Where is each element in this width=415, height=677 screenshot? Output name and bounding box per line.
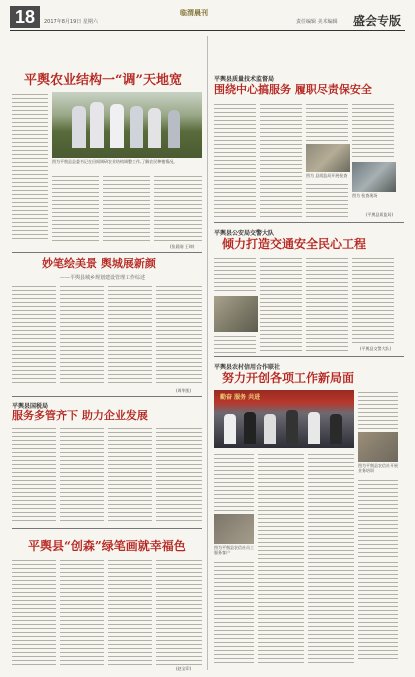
article-5-text-col-3 — [214, 452, 254, 512]
article-3-photo — [214, 296, 258, 332]
page-number: 18 — [10, 6, 40, 28]
article-6-text-col-4 — [156, 426, 202, 524]
article-1-text-col-2 — [52, 174, 99, 242]
editor-line: 责任编辑 美术编辑 — [296, 19, 338, 25]
article-5-side-photo-2 — [214, 514, 254, 544]
article-7-text-col-3 — [108, 558, 152, 666]
article-1-text-col-3 — [103, 174, 150, 242]
article-3-text-col-3 — [260, 256, 302, 354]
article-3-text-col-4 — [306, 256, 348, 354]
article-4-text-col-1 — [12, 284, 56, 386]
article-4-subtitle: ——平舆县城乡规划建设管理工作综述 — [60, 275, 146, 281]
center-column-rule — [207, 36, 208, 670]
article-5-text-col-4 — [214, 560, 254, 666]
article-3-text-col-5 — [352, 256, 394, 344]
article-3-text-col-2 — [214, 334, 256, 354]
article-5-text-col-2 — [358, 478, 398, 558]
article-5-text-col-1 — [358, 390, 398, 430]
article-4-text-col-3 — [108, 284, 152, 386]
article-2-kicker: 平舆县质量技术监督局 — [214, 76, 275, 83]
article-2-photo-caption-1: 图为 县质监局开展检查 — [306, 173, 348, 178]
divider-1 — [12, 252, 202, 253]
article-7-text-col-1 — [12, 558, 56, 666]
article-4-title: 妙笔绘美景 舆城展新颜 — [42, 257, 156, 270]
article-5-text-col-7 — [358, 560, 398, 660]
divider-4 — [214, 222, 404, 223]
header-rule — [10, 30, 405, 31]
article-6-title: 服务多管齐下 助力企业发展 — [12, 409, 148, 422]
article-3-kicker: 平舆县公安局交警大队 — [214, 230, 275, 237]
article-5-side-caption-1: 图为平舆县农信社开展业务培训 — [358, 463, 398, 473]
article-4-credit: (周华凯) — [176, 388, 192, 393]
article-5-text-col-6 — [308, 452, 354, 666]
article-2-text-col-2 — [260, 102, 302, 220]
article-3-text-col-1 — [214, 256, 256, 294]
banner-text: 勤奋 服务 共进 — [220, 394, 261, 401]
article-5-kicker: 平舆县农村信用合作联社 — [214, 364, 281, 371]
article-6-kicker: 平舆县国税局 — [12, 403, 49, 410]
article-5-side-photo-1 — [358, 432, 398, 462]
article-2-text-col-4 — [306, 182, 348, 220]
article-2-credit: (平舆县质监局) — [366, 212, 394, 217]
article-6-text-col-3 — [108, 426, 152, 524]
article-4-text-col-4 — [156, 284, 202, 386]
article-2-text-col-1 — [214, 102, 256, 220]
divider-2 — [12, 396, 202, 397]
article-2-photo-1 — [306, 144, 350, 172]
divider-3 — [12, 528, 202, 529]
article-2-photo-caption-2: 图为 检查现场 — [352, 193, 378, 198]
article-7-credit: (赵宝印) — [176, 666, 192, 671]
article-6-text-col-2 — [60, 426, 104, 524]
article-2-text-col-5 — [352, 102, 394, 160]
article-2-text-col-3 — [306, 102, 348, 142]
article-5-side-caption-2: 图为平舆县农信社员工服务客户 — [214, 545, 254, 555]
article-3-credit: (平舆县交警大队) — [360, 346, 392, 351]
article-5-photo — [214, 390, 354, 448]
article-2-photo-2 — [352, 162, 396, 192]
article-5-title: 努力开创各项工作新局面 — [222, 371, 355, 385]
article-1-title: 平舆农业结构一“调”天地宽 — [24, 73, 182, 88]
divider-5 — [214, 356, 404, 357]
article-4-text-col-2 — [60, 284, 104, 386]
article-2-title: 围绕中心搞服务 履职尽责保安全 — [214, 83, 372, 96]
article-1-photo — [52, 92, 202, 158]
article-1-text-col-1 — [12, 92, 48, 242]
article-1-text-col-4 — [154, 174, 202, 242]
article-7-text-col-2 — [60, 558, 104, 666]
article-1-credit: (张晨刚 王坤) — [170, 244, 195, 249]
article-1-photo-caption: 图为平舆县县委书记在田间调研农业结构调整工作,了解农民种植情况。 — [52, 159, 178, 164]
article-7-title: 平舆县“创森”绿笔画就幸福色 — [28, 539, 186, 553]
date-line: 2017年8月19日 星期六 — [44, 19, 98, 25]
article-3-title: 倾力打造交通安全民心工程 — [222, 237, 367, 251]
newspaper-brand: 临渭晨刊 — [180, 8, 208, 17]
article-7-text-col-4 — [156, 558, 202, 666]
article-6-text-col-1 — [12, 426, 56, 524]
section-title: 盛会专版 — [352, 14, 401, 28]
article-5-text-col-5 — [258, 452, 304, 666]
